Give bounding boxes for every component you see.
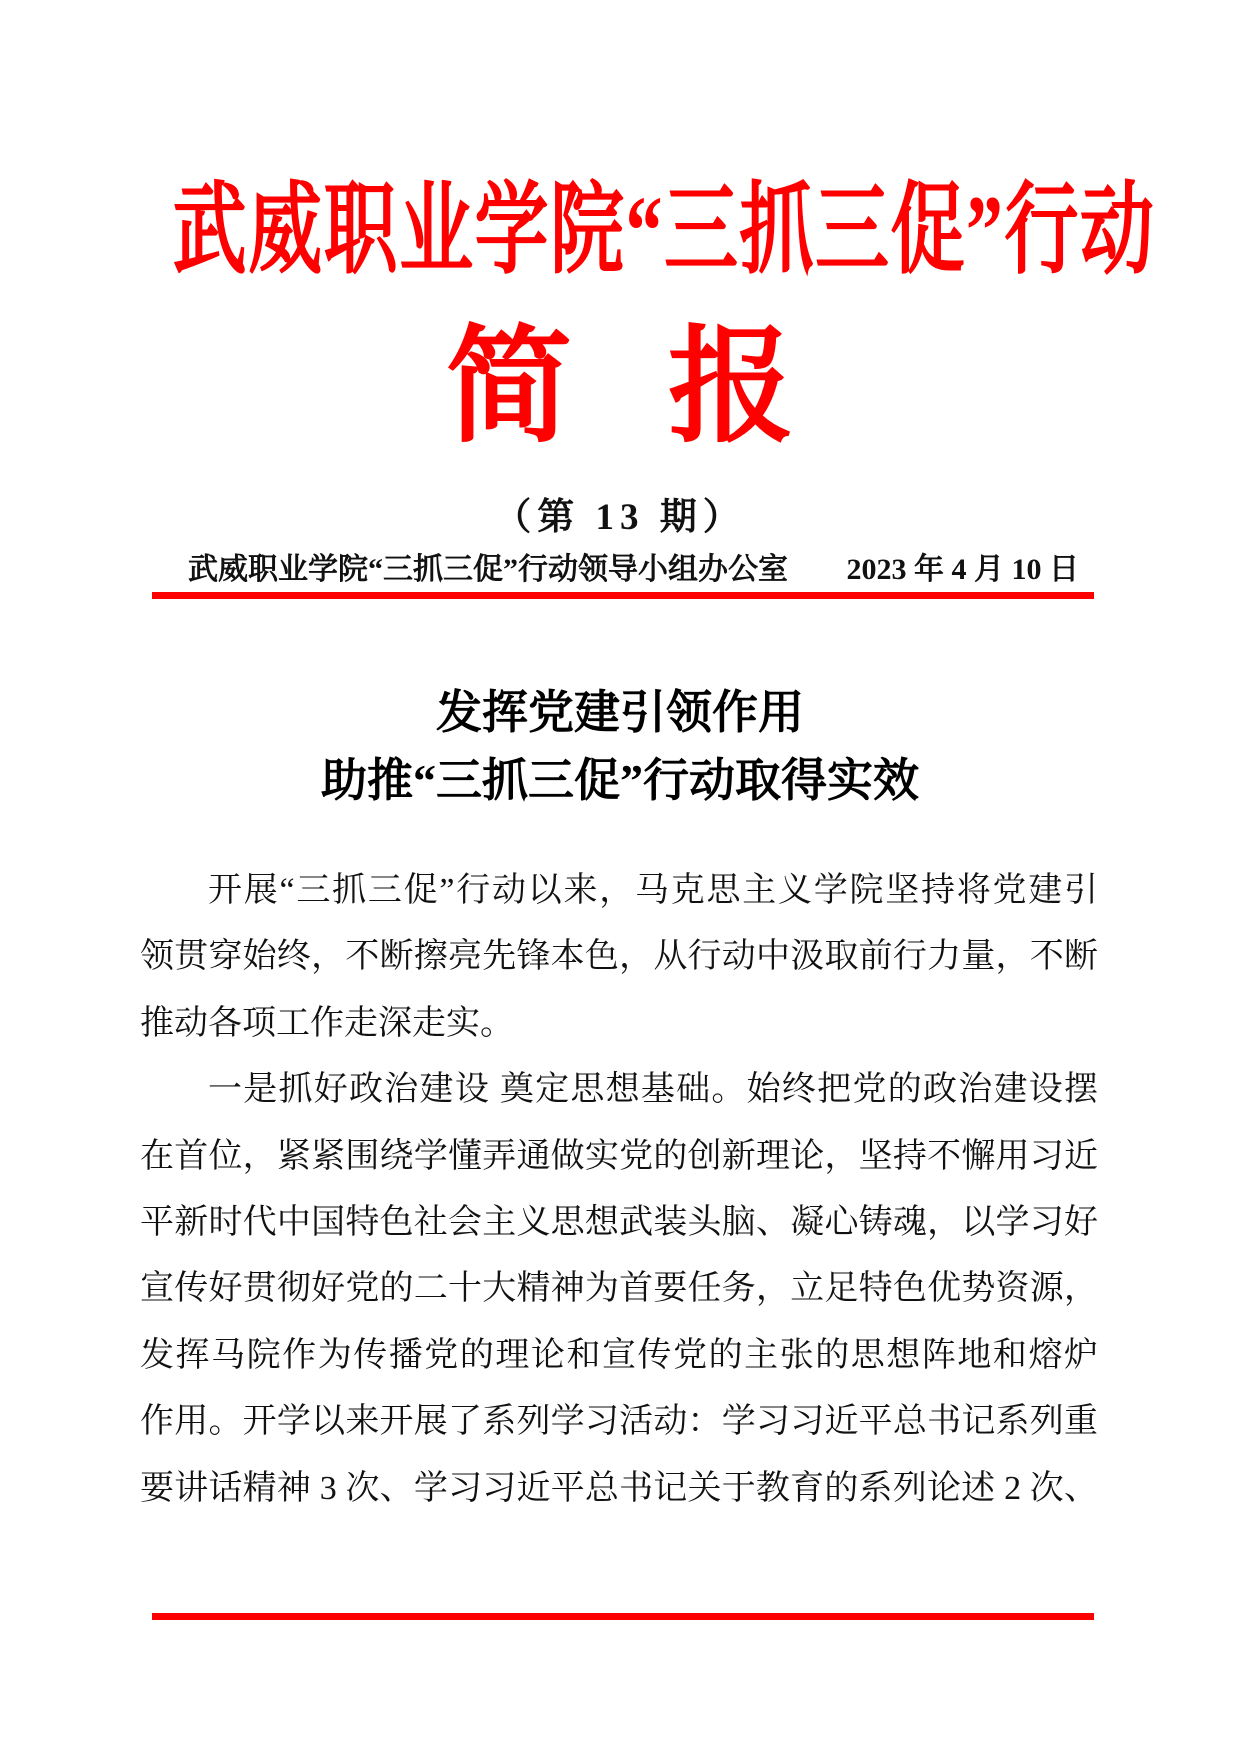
body-text-line: 领贯穿始终，不断擦亮先锋本色，从行动中汲取前行力量，不断 bbox=[140, 938, 1098, 976]
masthead-title-line2 bbox=[0, 319, 1240, 458]
masthead-title-text: 武威职业学院“三抓三促”行动 bbox=[172, 175, 1156, 286]
issue-number: （第 13 期） bbox=[494, 497, 746, 538]
masthead-char-bao: 报 bbox=[668, 319, 794, 458]
masthead-char-jian: 简 bbox=[446, 319, 572, 458]
masthead-title-line1 bbox=[0, 175, 1240, 286]
body-text-line: 要讲话精神 3 次、学习习近平总书记关于教育的系列论述 2 次、 bbox=[140, 1469, 1098, 1507]
article-title-line1: 发挥党建引领作用 bbox=[436, 687, 804, 738]
body-text-line: 在首位，紧紧围绕学懂弄通做实党的创新理论，坚持不懈用习近 bbox=[140, 1137, 1098, 1175]
issue-date: 2023 年 4 月 10 日 bbox=[846, 553, 1079, 586]
issuer-row bbox=[150, 552, 1095, 590]
body-text-line: 作用。开学以来开展了系列学习活动：学习习近平总书记系列重 bbox=[140, 1403, 1098, 1441]
body-text-line: 开展“三抓三促”行动以来，马克思主义学院坚持将党建引 bbox=[208, 872, 1098, 909]
body-text-line: 一是抓好政治建设 奠定思想基础。始终把党的政治建设摆 bbox=[208, 1071, 1098, 1109]
footer-double-rule bbox=[152, 1613, 1094, 1620]
issuer-name: 武威职业学院“三抓三促”行动领导小组办公室 bbox=[188, 553, 788, 586]
body-text-line: 宣传好贯彻好党的二十大精神为首要任务，立足特色优势资源， bbox=[140, 1270, 1098, 1308]
article-title-line2: 助推“三抓三促”行动取得实效 bbox=[321, 755, 919, 806]
header-rule bbox=[152, 592, 1094, 599]
body-text-line: 发挥马院作为传播党的理论和宣传党的主张的思想阵地和熔炉 bbox=[140, 1336, 1098, 1374]
body-text-line: 平新时代中国特色社会主义思想武装头脑、凝心铸魂，以学习好 bbox=[140, 1203, 1098, 1241]
article-body bbox=[140, 858, 1098, 1522]
body-text-line: 推动各项工作走深走实。 bbox=[140, 1004, 514, 1042]
